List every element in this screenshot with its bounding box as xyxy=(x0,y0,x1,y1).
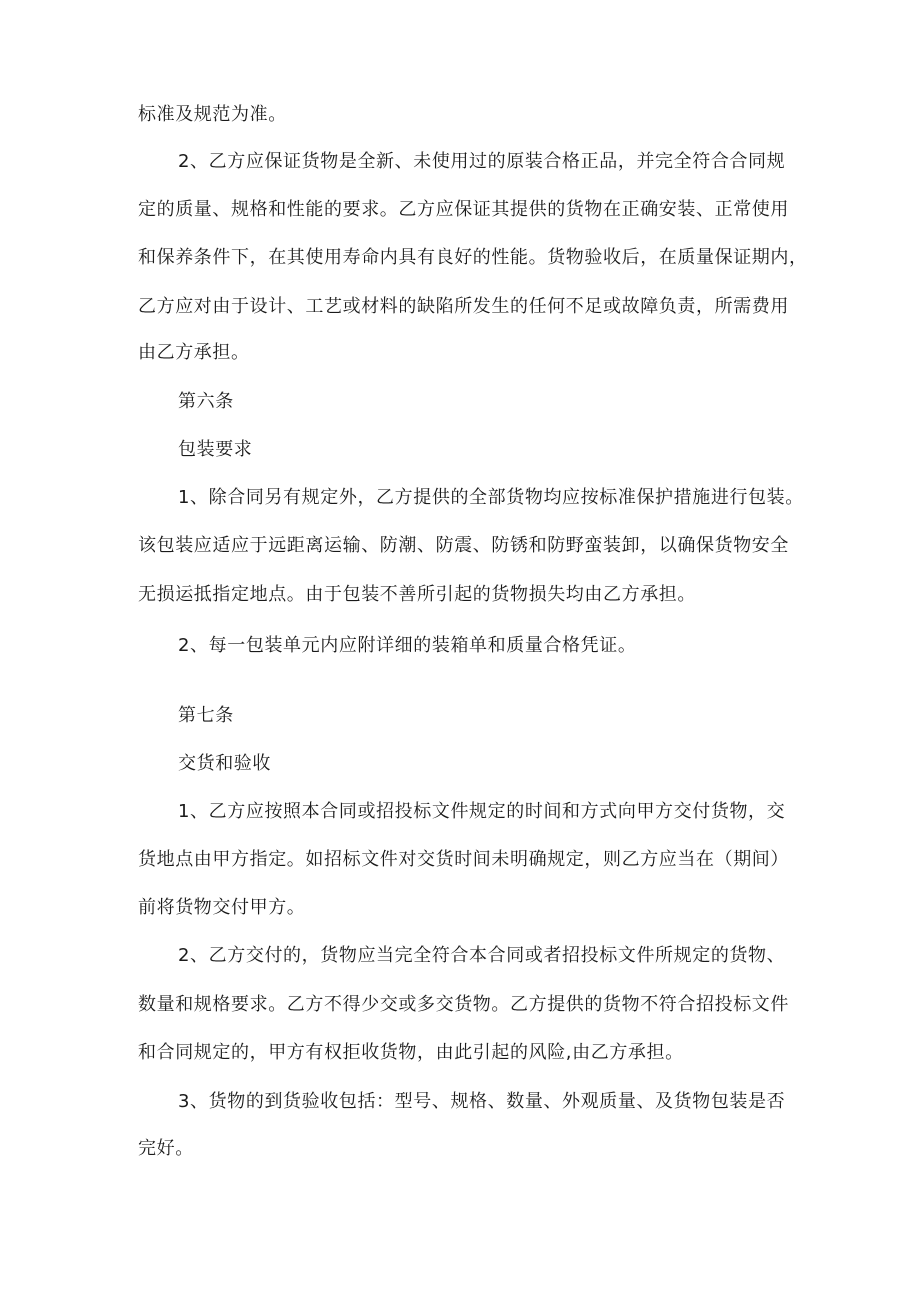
text-line: 1、除合同另有规定外，乙方提供的全部货物均应按标准保护措施进行包装。 xyxy=(178,487,804,508)
text-line: 定的质量、规格和性能的要求。乙方应保证其提供的货物在正确安装、正常使用 xyxy=(138,199,789,220)
text-line: 前将货物交付甲方。 xyxy=(138,897,306,918)
text-line: 完好。 xyxy=(138,1138,194,1159)
text-line: 乙方应对由于设计、工艺或材料的缺陷所发生的任何不足或故障负责，所需费用 xyxy=(138,296,789,317)
text-line: 无损运抵指定地点。由于包装不善所引起的货物损失均由乙方承担。 xyxy=(138,584,696,605)
text-line: 3、货物的到货验收包括：型号、规格、数量、外观质量、及货物包装是否 xyxy=(178,1091,786,1112)
text-line: 1、乙方应按照本合同或招投标文件规定的时间和方式向甲方交付货物，交 xyxy=(178,801,786,822)
text-line: 由乙方承担。 xyxy=(138,342,250,363)
text-line: 货地点由甲方指定。如招标文件对交货时间未明确规定，则乙方应当在（期间） xyxy=(138,849,789,870)
section-title: 交货和验收 xyxy=(178,753,271,774)
text-line: 2、乙方应保证货物是全新、未使用过的原装合格正品，并完全符合合同规 xyxy=(178,151,786,172)
text-line: 和保养条件下，在其使用寿命内具有良好的性能。货物验收后，在质量保证期内， xyxy=(138,247,808,268)
article-heading: 第七条 xyxy=(178,705,234,726)
text-line: 标准及规范为准。 xyxy=(138,104,287,125)
text-line: 该包装应适应于远距离运输、防潮、防震、防锈和防野蛮装卸，以确保货物安全 xyxy=(138,535,789,556)
text-line: 和合同规定的，甲方有权拒收货物，由此引起的风险,由乙方承担。 xyxy=(138,1042,684,1063)
text-line: 2、乙方交付的，货物应当完全符合本合同或者招投标文件所规定的货物、 xyxy=(178,945,786,966)
section-title: 包装要求 xyxy=(178,439,253,460)
text-line: 2、每一包装单元内应附详细的装箱单和质量合格凭证。 xyxy=(178,635,637,656)
text-line: 数量和规格要求。乙方不得少交或多交货物。乙方提供的货物不符合招投标文件 xyxy=(138,994,789,1015)
article-heading: 第六条 xyxy=(178,391,234,412)
